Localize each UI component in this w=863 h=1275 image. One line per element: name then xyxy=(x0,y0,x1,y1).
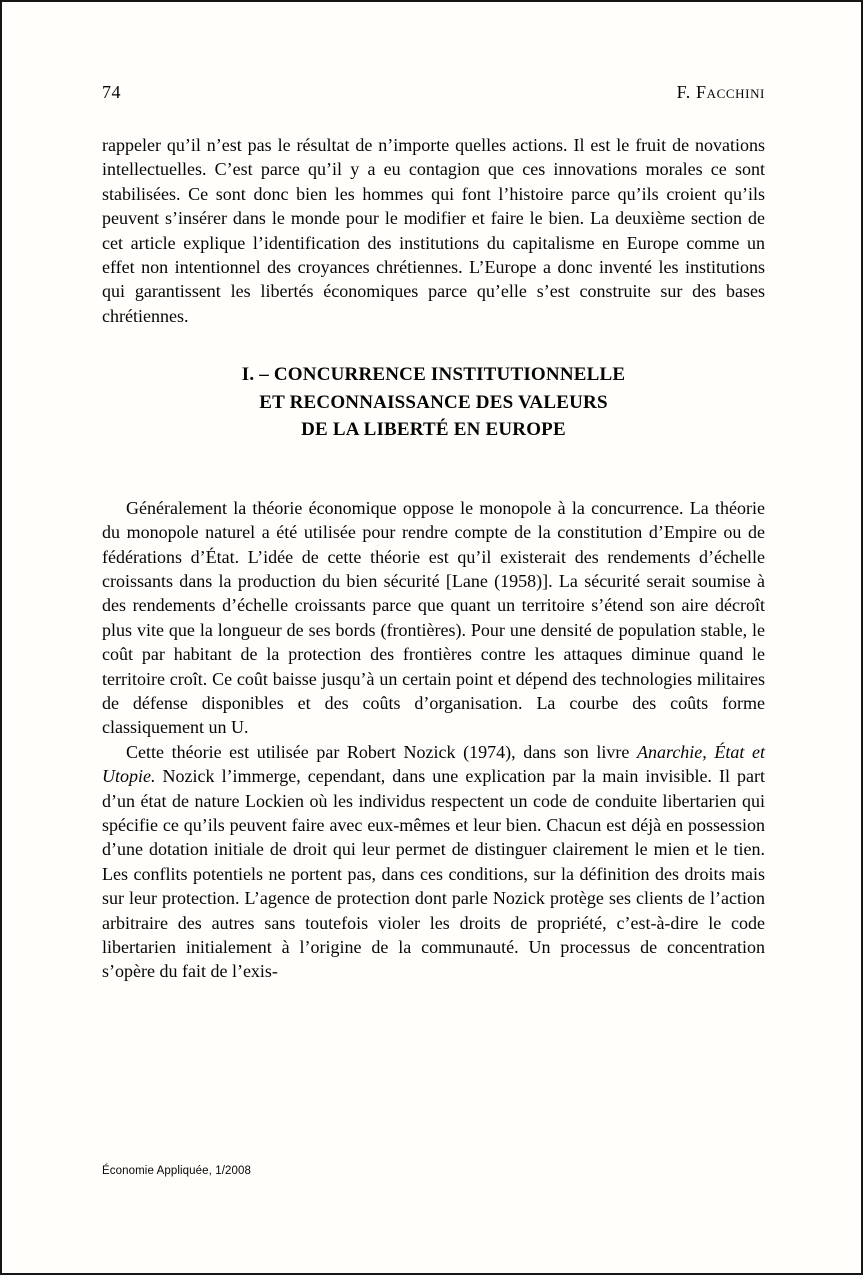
page-header xyxy=(102,82,765,103)
paragraph-nozick-lead: Cette théorie est utilisée par Robert Nozick (1974), dans son livre xyxy=(126,741,637,762)
section-heading-line-1: I. – CONCURRENCE INSTITUTIONNELLE xyxy=(241,364,626,386)
paragraph-monopole-theory: Généralement la théorie économique oppose le monopole à la concurrence. La théorie du monopole naturel a été utilisée pour rendre compte de la constitution d’Empire ou de fédérations d’État. L’idée de cette théorie est qu’il existerait des rendements d’échelle croissants dans la production du bien sécurité [Lane (1958)]. La sécurité serait soumise à des rendements d’échelle croissants parce que quant un territoire s’étend son aire décroît plus vite que la longueur de ses bords (frontières). Pour une densité de population stable, le coût par habitant de la protection des frontières contre les attaques diminue quand le territoire croît. Ce coût baisse jusqu’à un certain point et dépend des technologies militaires de défense disponibles et des coûts d’organisation. La courbe des coûts forme classiquement un U. xyxy=(102,497,765,738)
paragraph-nozick-rest: Nozick l’immerge, cependant, dans une explication par la main invisible. Il part d’un état de nature Lockien où les individus respectent un code de conduite libertarien qui spécifie ce qu’ils peuvent faire avec eux-mêmes et leur bien. Chacun est déjà en possession d’une dotation initiale de droit qui leur permet de distinguer clairement le mien et le tien. Les conflits potentiels ne portent pas, dans ces conditions, sur la définition des droits mais sur leur protection. L’agence de protection dont parle Nozick protège ses clients de l’action arbitraire des autres sans toutefois violer les droits de propriété, c’est-à-dire le code libertarien initialement à l’origine de la communauté. Un processus de concentration s’opère du fait de l’exis- xyxy=(102,766,765,982)
section-heading-line-3: DE LA LIBERTÉ EN EUROPE xyxy=(301,419,566,441)
article-body xyxy=(102,133,765,984)
paragraph-nozick xyxy=(102,740,765,984)
page-footer xyxy=(102,1165,251,1177)
paragraph-continuation: rappeler qu’il n’est pas le résultat de n’importe quelles actions. Il est le fruit de novations intellectuelles. C’est parce qu’il y a eu contagion que ces innovations morales ce sont stabilisées. Ce sont donc bien les hommes qui font l’histoire parce qu’ils croient qu’ils peuvent s’insérer dans le monde pour le modifier et faire le bien. La deuxième section de cet article explique l’identification des institutions du capitalisme en Europe comme un effet non intentionnel des croyances chrétiennes. L’Europe a donc inventé les institutions qui garantissent les libertés économiques parce qu’elle s’est construite sur des bases chrétiennes. xyxy=(102,135,765,326)
book-title: Anarchie, État et Utopie. xyxy=(102,741,765,787)
section-heading-line-2: ET RECONNAISSANCE DES VALEURS xyxy=(259,391,608,413)
page-number: 74 xyxy=(102,82,121,102)
journal-imprint: Économie Appliquée, 1/2008 xyxy=(102,1165,252,1177)
running-head-author: F. Facchini xyxy=(676,82,765,102)
section-heading xyxy=(102,361,765,444)
